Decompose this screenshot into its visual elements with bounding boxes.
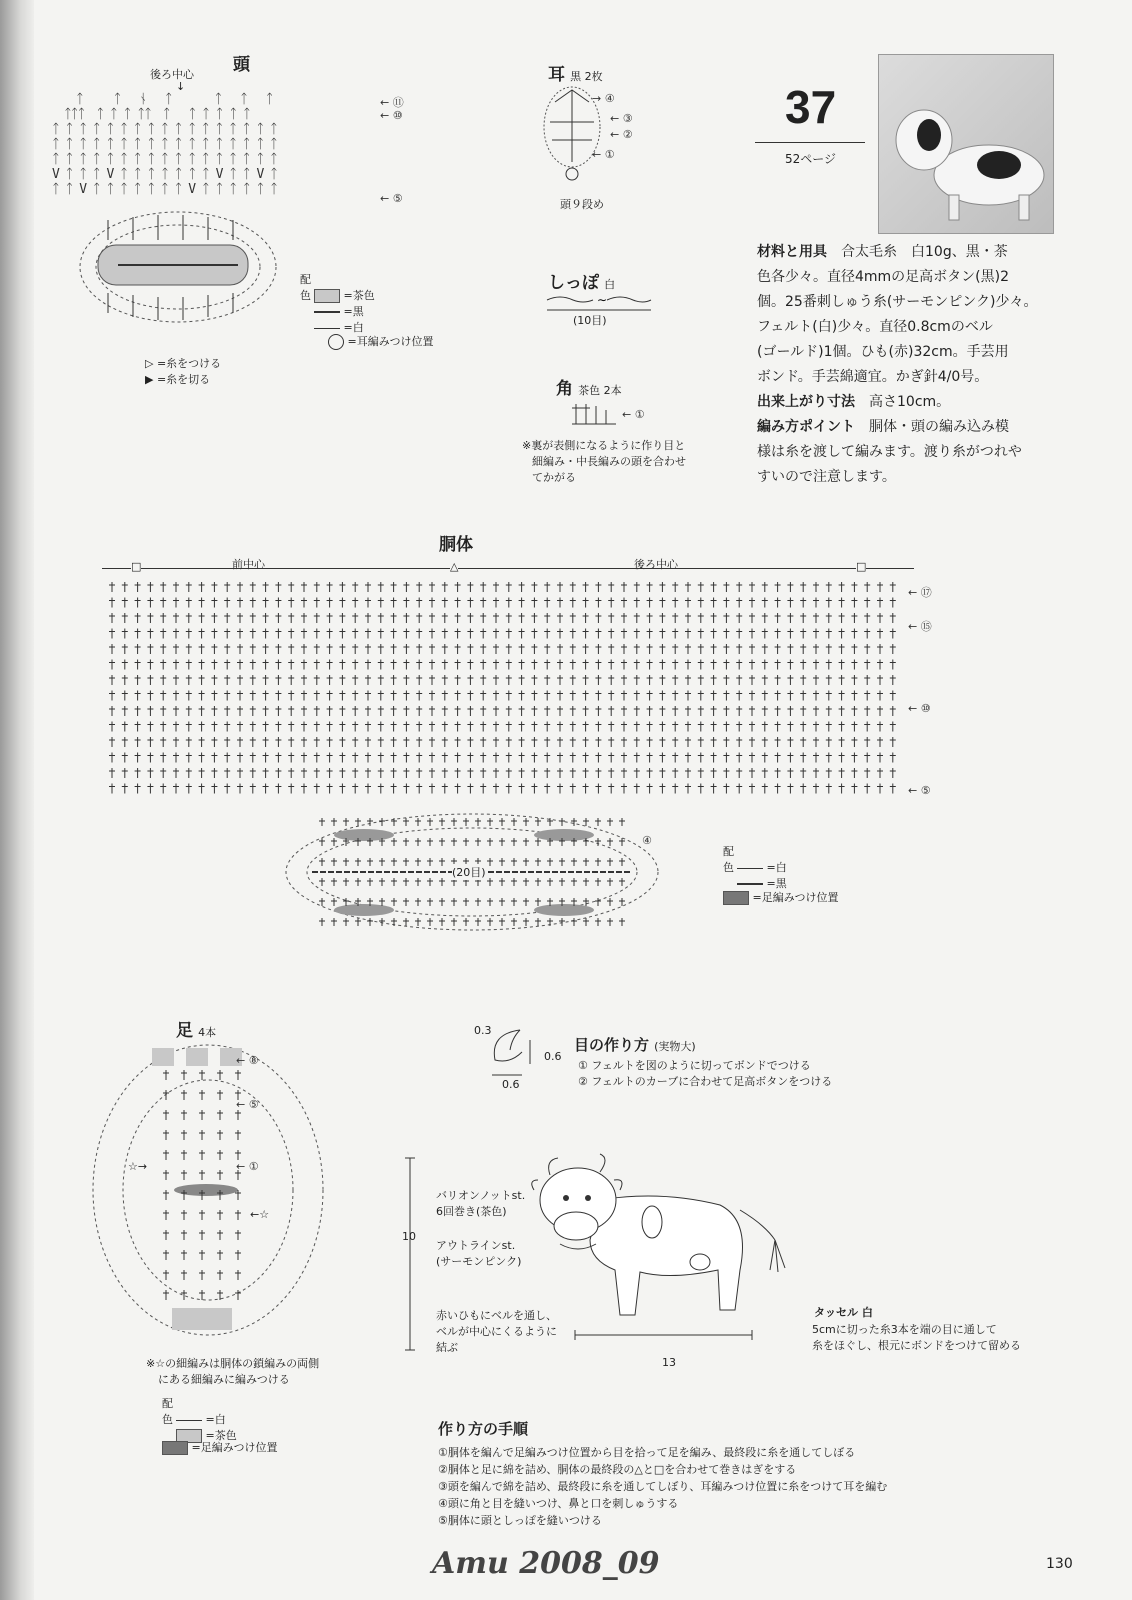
white-line-swatch <box>314 328 340 329</box>
leg-row-label: ← ① <box>236 1160 259 1173</box>
body-chart <box>108 580 908 800</box>
white-line-swatch <box>176 1420 202 1421</box>
black-line-swatch <box>314 311 340 313</box>
leg-row-label: ← ⑤ <box>236 1098 259 1111</box>
head-legend: 配色 =茶色 =黒 =白 <box>300 273 375 334</box>
body-front-center-label: 前中心 <box>232 558 265 571</box>
illustration-height: 10 <box>402 1230 416 1243</box>
cow-amigurumi-image <box>879 55 1053 233</box>
down-arrow-icon: ↓ <box>176 80 186 93</box>
brown-swatch <box>314 289 340 303</box>
head-row-label: ← ⑩ <box>380 109 403 122</box>
body-base-count: (20目) <box>452 866 486 879</box>
horn-row-label: ← ① <box>622 408 645 421</box>
page-number: 130 <box>1046 1556 1073 1572</box>
open-triangle-icon: ▷ <box>145 357 154 370</box>
body-row-label: ← ⑮ <box>908 620 932 633</box>
body-row-label: ← ⑰ <box>908 586 932 599</box>
body-legend: 配色 =白 =黒 <box>723 845 787 890</box>
head-title: 頭 <box>233 55 250 75</box>
leg-chart <box>88 1040 328 1340</box>
tassel-label: 5cmに切った糸3本を端の目に通して 糸をほぐし、根元にボンドをつけて留める <box>812 1323 1021 1352</box>
horn-note: ※裏が表側になるように作り目と 細編み・中長編みの頭を合わせ てかがる <box>522 439 686 484</box>
eye-dim: 0.6 <box>502 1078 520 1091</box>
page-binding-shadow <box>0 0 34 1600</box>
head-row-label: ← ⑪ <box>380 96 404 109</box>
horn-heading: 角 茶色 2本 <box>556 379 622 399</box>
body-base-row-label: ④ <box>642 834 652 847</box>
magazine-footer: Amu 2008_09 <box>432 1546 660 1581</box>
body-square-mark: □ <box>131 560 142 573</box>
cow-photo <box>878 54 1054 234</box>
tassel-title: タッセル 白 <box>814 1306 873 1319</box>
white-line-swatch <box>737 868 763 869</box>
ear-row-label: ← ③ <box>610 112 633 125</box>
eye-heading: 目の作り方 (実物大) <box>574 1036 696 1054</box>
body-triangle-mark: △ <box>450 560 459 573</box>
body-row-label: ← ⑤ <box>908 784 931 797</box>
black-line-swatch <box>737 883 763 885</box>
ear-position-legend: =耳編みつけ位置 <box>328 334 434 350</box>
number-underline <box>755 142 865 143</box>
procedure-title: 作り方の手順 <box>438 1420 529 1438</box>
eye-dim: 0.6 <box>544 1050 562 1063</box>
procedure-step: ⑤胴体に頭としっぽを縫いつける <box>438 1514 602 1527</box>
procedure-steps <box>438 1444 887 1529</box>
ear-heading: 耳 黒 2枚 <box>548 65 603 85</box>
body-back-center-label: 後ろ中心 <box>634 558 678 571</box>
tail-count: (10目) <box>573 314 607 327</box>
procedure-step: ④頭に角と目を縫いつけ、鼻と口を刺しゅうする <box>438 1497 679 1510</box>
head-base-diagram <box>78 205 278 345</box>
ear-row-label: → ④ <box>592 92 615 105</box>
leg-row-label: ← ⑧ <box>236 1054 259 1067</box>
leg-legend: 配色 =白 =茶色 <box>162 1397 237 1442</box>
eye-dim: 0.3 <box>474 1024 492 1037</box>
product-page-ref: 52ページ <box>785 152 837 166</box>
bell-label: 赤いひもにベルを通し、 ベルが中心にくるように 結ぶ <box>436 1309 557 1354</box>
ear-row-label: ← ② <box>610 128 633 141</box>
body-top-line <box>102 568 914 569</box>
materials-block: 材料と用具 合太毛糸 白10g、黒・茶 色各少々。直径4mmの足高ボタン(黒)2 個。25番刺しゅう糸(サーモンピンク)少々。 フェルト(白)少々。直径0.8cmのベル (ゴールド)1個。ひも(赤)32cm。手芸用 ボンド。手芸綿適宜。かぎ針4/0号。 出来上がり寸法 高さ10cm。 編み方ポイント 胴体・頭の編み込み模 様は糸を渡して編みます。渡り糸がつれや すいので注意します。 <box>757 244 1038 485</box>
tail-heading: しっぽ 白 <box>548 273 616 293</box>
outline-label: アウトラインst. (サーモンピンク) <box>436 1239 522 1268</box>
ear-row-label: ← ① <box>592 148 615 161</box>
eye-steps: ① フェルトを図のように切ってボンドでつける ② フェルトのカーブに合わせて足高ボタンをつける <box>578 1059 833 1088</box>
head-row-label: ← ⑤ <box>380 192 403 205</box>
leg-position-legend: =足編みつけ位置 <box>723 890 839 906</box>
illustration-width: 13 <box>662 1356 676 1369</box>
ear-note: 頭９段め <box>560 198 604 211</box>
cut-yarn-legend: ▶ =糸を切る <box>145 373 211 386</box>
head-back-center-label: 後ろ中心 <box>150 68 194 81</box>
dark-swatch <box>723 891 749 905</box>
leg-heading: 足 4本 <box>176 1021 217 1041</box>
bullion-label: バリオンノットst. 6回巻き(茶色) <box>436 1189 526 1218</box>
procedure-step: ①胴体を編んで足編みつけ位置から目を拾って足を編み、最終段に糸を通してしぼる <box>438 1446 856 1459</box>
star-icon: ☆→ <box>128 1160 148 1173</box>
product-number: 37 <box>785 81 837 133</box>
filled-triangle-icon: ▶ <box>145 373 154 386</box>
attach-yarn-legend: ▷ =糸をつける <box>145 357 222 370</box>
leg-note: ※☆の細編みは胴体の鎖編みの両側 にある細編みに編みつける <box>146 1357 320 1386</box>
dark-swatch <box>162 1441 188 1455</box>
leg-position-legend: =足編みつけ位置 <box>162 1440 278 1456</box>
body-square-mark: □ <box>856 560 867 573</box>
head-chart: ᛏ ᛏ ᚾ ᛏ ᛏ ᛏ ᛏ ᛏᛏᛏ ᛏ ᛏ ᛏ ᛏᛏ ᛏ ᛏ ᛏ ᛏ ᛏ ᛏ ᛏ ᛏ ᛏ ᛏ ᛏ ᛏ ᛏ ᛏ ᛏ ᛏ ᛏ ᛏ ᛏ ᛏ ᛏ ᛏ ᛏ ᛏ ᛏ ᛏ ᛏ ᛏ ᛏ ᛏ ᛏ ᛏ ᛏ ᛏ ᛏ ᛏ ᛏ ᛏ ᛏ ᛏ ᛏ ᛏ ᛏ ᛏ ᛏ ᛏ ᛏ ᛏ ᛏ ᛏ ᛏ ᛏ ᛏ ᛏ ᛏ ᛏ ᛏ V ᛏ ᛏ ᛏ V ᛏ ᛏ ᛏ ᛏ ᛏ ᛏ ᛏ V ᛏ ᛏ V ᛏ ᛏ ᛏ V ᛏ ᛏ ᛏ ᛏ ᛏ ᛏ ᛏ V ᛏ ᛏ ᛏ ᛏ ᛏ ᛏ <box>52 92 277 197</box>
body-title: 胴体 <box>439 535 473 555</box>
procedure-step: ②胴体と足に綿を詰め、胴体の最終段の△と□を合わせて巻きはぎをする <box>438 1463 797 1476</box>
star-icon: ←☆ <box>250 1208 270 1221</box>
body-row-label: ← ⑩ <box>908 702 931 715</box>
horn-chart <box>572 402 622 426</box>
procedure-step: ③頭を編んで綿を詰め、最終段に糸を通してしぼり、耳編みつけ位置に糸をつけて耳を編む <box>438 1480 888 1493</box>
circle-icon <box>328 334 344 350</box>
svg-text:∼: ∼ <box>597 293 608 307</box>
